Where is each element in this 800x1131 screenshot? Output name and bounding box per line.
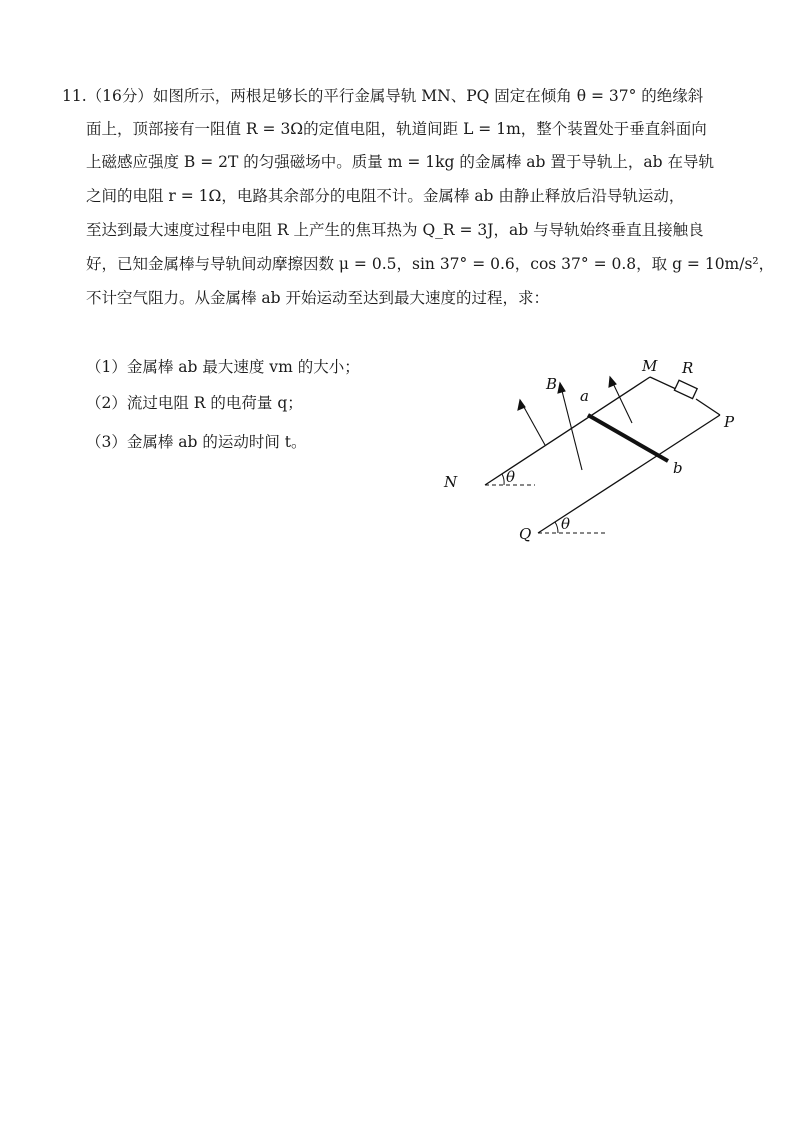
metal-bar-ab — [588, 415, 668, 461]
question-line-2: 面上，顶部接有一阻值 R = 3Ω的定值电阻，轨道间距 L = 1m，整个装置处于垂直斜面向 — [86, 120, 707, 138]
circuit-figure — [420, 355, 750, 555]
question-line-6: 好，已知金属棒与导轨间动摩擦因数 μ = 0.5，sin 37° = 0.6，cos 37° = 0.8，取 g = 10m/s²， — [86, 255, 775, 273]
question-line-5: 至达到最大速度过程中电阻 R 上产生的焦耳热为 Q_R = 3J，ab 与导轨始终垂直且接触良 — [86, 221, 704, 239]
label-q: Q — [519, 525, 532, 543]
label-p: P — [724, 413, 735, 431]
question-line-1: 11.（16分）如图所示，两根足够长的平行金属导轨 MN、PQ 固定在倾角 θ = 37° 的绝缘斜 — [62, 87, 704, 105]
label-n: N — [444, 473, 458, 491]
question-line-7: 不计空气阻力。从金属棒 ab 开始运动至达到最大速度的过程，求： — [86, 289, 550, 307]
angle-arc-q — [555, 522, 558, 533]
question-line-3: 上磁感应强度 B = 2T 的匀强磁场中。质量 m = 1kg 的金属棒 ab 置于导轨上，ab 在导轨 — [86, 153, 714, 171]
subquestion-3: （3）金属棒 ab 的运动时间 t。 — [86, 433, 307, 451]
label-b-end: b — [673, 459, 683, 477]
label-theta-top: θ — [506, 468, 516, 486]
label-b-field: B — [546, 375, 558, 393]
resistor-r — [674, 380, 697, 398]
wire-r-p — [696, 399, 720, 415]
subquestion-1: （1）金属棒 ab 最大速度 vm 的大小； — [86, 358, 360, 376]
label-m: M — [642, 357, 658, 375]
label-a: a — [580, 387, 589, 405]
angle-arc-n — [502, 474, 504, 485]
magnetic-field-arrows — [518, 377, 632, 470]
subquestion-2: （2）流过电阻 R 的电荷量 q； — [86, 394, 303, 412]
wire-m-r — [650, 377, 676, 389]
label-r: R — [682, 359, 694, 377]
inclined-rails-diagram — [420, 355, 750, 555]
label-theta-bottom: θ — [561, 515, 571, 533]
question-line-4: 之间的电阻 r = 1Ω，电路其余部分的电阻不计。金属棒 ab 由静止释放后沿导轨运动， — [86, 187, 685, 205]
